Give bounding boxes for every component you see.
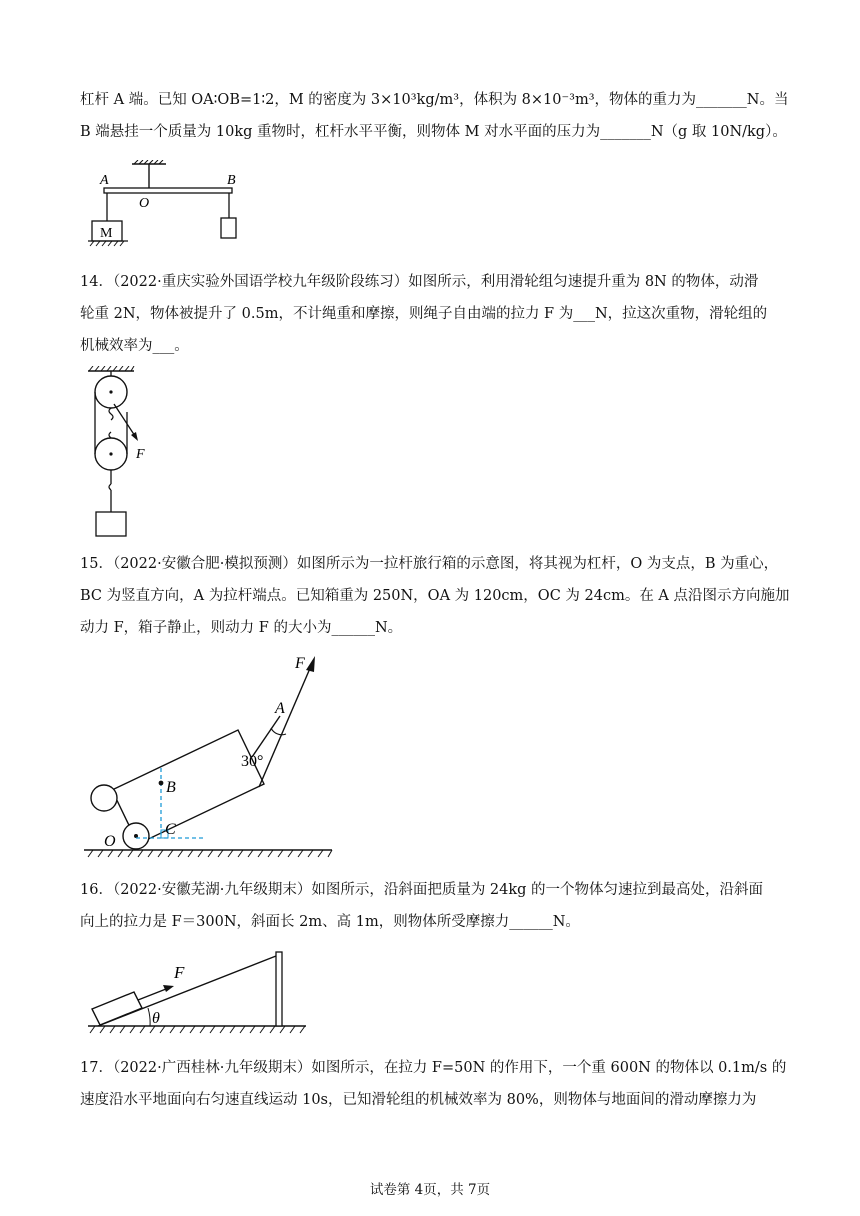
q16-line-2: 向上的拉力是 F＝300N，斜面长 2m、高 1m，则物体所受摩擦力______N。 — [80, 914, 580, 930]
q13-label-m: M — [100, 226, 113, 241]
q15-label-f: F — [295, 655, 305, 672]
q15-label-angle: 30° — [241, 753, 264, 770]
q16-line-1: 16．（2022·安徽芜湖·九年级期末）如图所示，沿斜面把质量为 24kg 的一个物体匀速拉到最高处，沿斜面 — [80, 882, 764, 898]
q14-text — [80, 266, 780, 362]
q13-label-a: A — [100, 173, 109, 188]
q13-line-2: B 端悬挂一个质量为 10kg 重物时，杠杆水平平衡，则物体 M 对水平面的压力为_______N（g 取 10N/kg）。 — [80, 124, 787, 140]
q15-text — [80, 548, 790, 644]
q16-incline-figure — [84, 946, 314, 1040]
q17-line-2: 速度沿水平地面向右匀速直线运动 10s，已知滑轮组的机械效率为 80%，则物体与地面间的滑动摩擦力为 — [80, 1092, 757, 1108]
q13-text — [80, 84, 789, 148]
q15-label-c: C — [165, 821, 176, 838]
page-footer: 试卷第 4页，共 7页 — [369, 1182, 491, 1198]
q13-label-o: O — [139, 196, 150, 211]
q17-text — [80, 1052, 787, 1116]
q15-label-b: B — [166, 779, 176, 796]
q15-label-a: A — [275, 700, 285, 717]
q14-label-f: F — [136, 447, 145, 462]
q14-line-3: 机械效率为___。 — [80, 338, 189, 354]
q15-line-3: 动力 F，箱子静止，则动力 F 的大小为______N。 — [80, 620, 403, 636]
q13-lever-figure — [88, 160, 258, 248]
q16-label-f: F — [174, 963, 185, 982]
q15-line-2: BC 为竖直方向，A 为拉杆端点。已知箱重为 250N，OA 为 120cm，OC 为 24cm。在 A 点沿图示方向施加 — [80, 588, 790, 604]
q15-suitcase-figure — [84, 650, 344, 860]
q13-line-1: 杠杆 A 端。已知 OA∶OB=1∶2，M 的密度为 3×10³kg/m³，体积为 8×10⁻³m³，物体的重力为_______N。当 — [80, 92, 789, 108]
q14-line-1: 14．（2022·重庆实验外国语学校九年级阶段练习）如图所示，利用滑轮组匀速提升重为 8N 的物体，动滑 — [80, 274, 759, 290]
q13-label-b: B — [227, 173, 236, 188]
q16-text — [80, 874, 780, 938]
q17-line-1: 17．（2022·广西桂林·九年级期末）如图所示，在拉力 F=50N 的作用下，一个重 600N 的物体以 0.1m/s 的 — [80, 1060, 787, 1076]
q14-pulley-figure — [84, 366, 164, 538]
q14-line-2: 轮重 2N，物体被提升了 0.5m，不计绳重和摩擦，则绳子自由端的拉力 F 为___N，拉这次重物，滑轮组的 — [80, 306, 768, 322]
q15-line-1: 15．（2022·安徽合肥·模拟预测）如图所示为一拉杆旅行箱的示意图，将其视为杠杆，O 为支点，B 为重心， — [80, 556, 779, 572]
q16-label-theta: θ — [152, 1010, 160, 1027]
q15-label-o: O — [104, 833, 116, 850]
